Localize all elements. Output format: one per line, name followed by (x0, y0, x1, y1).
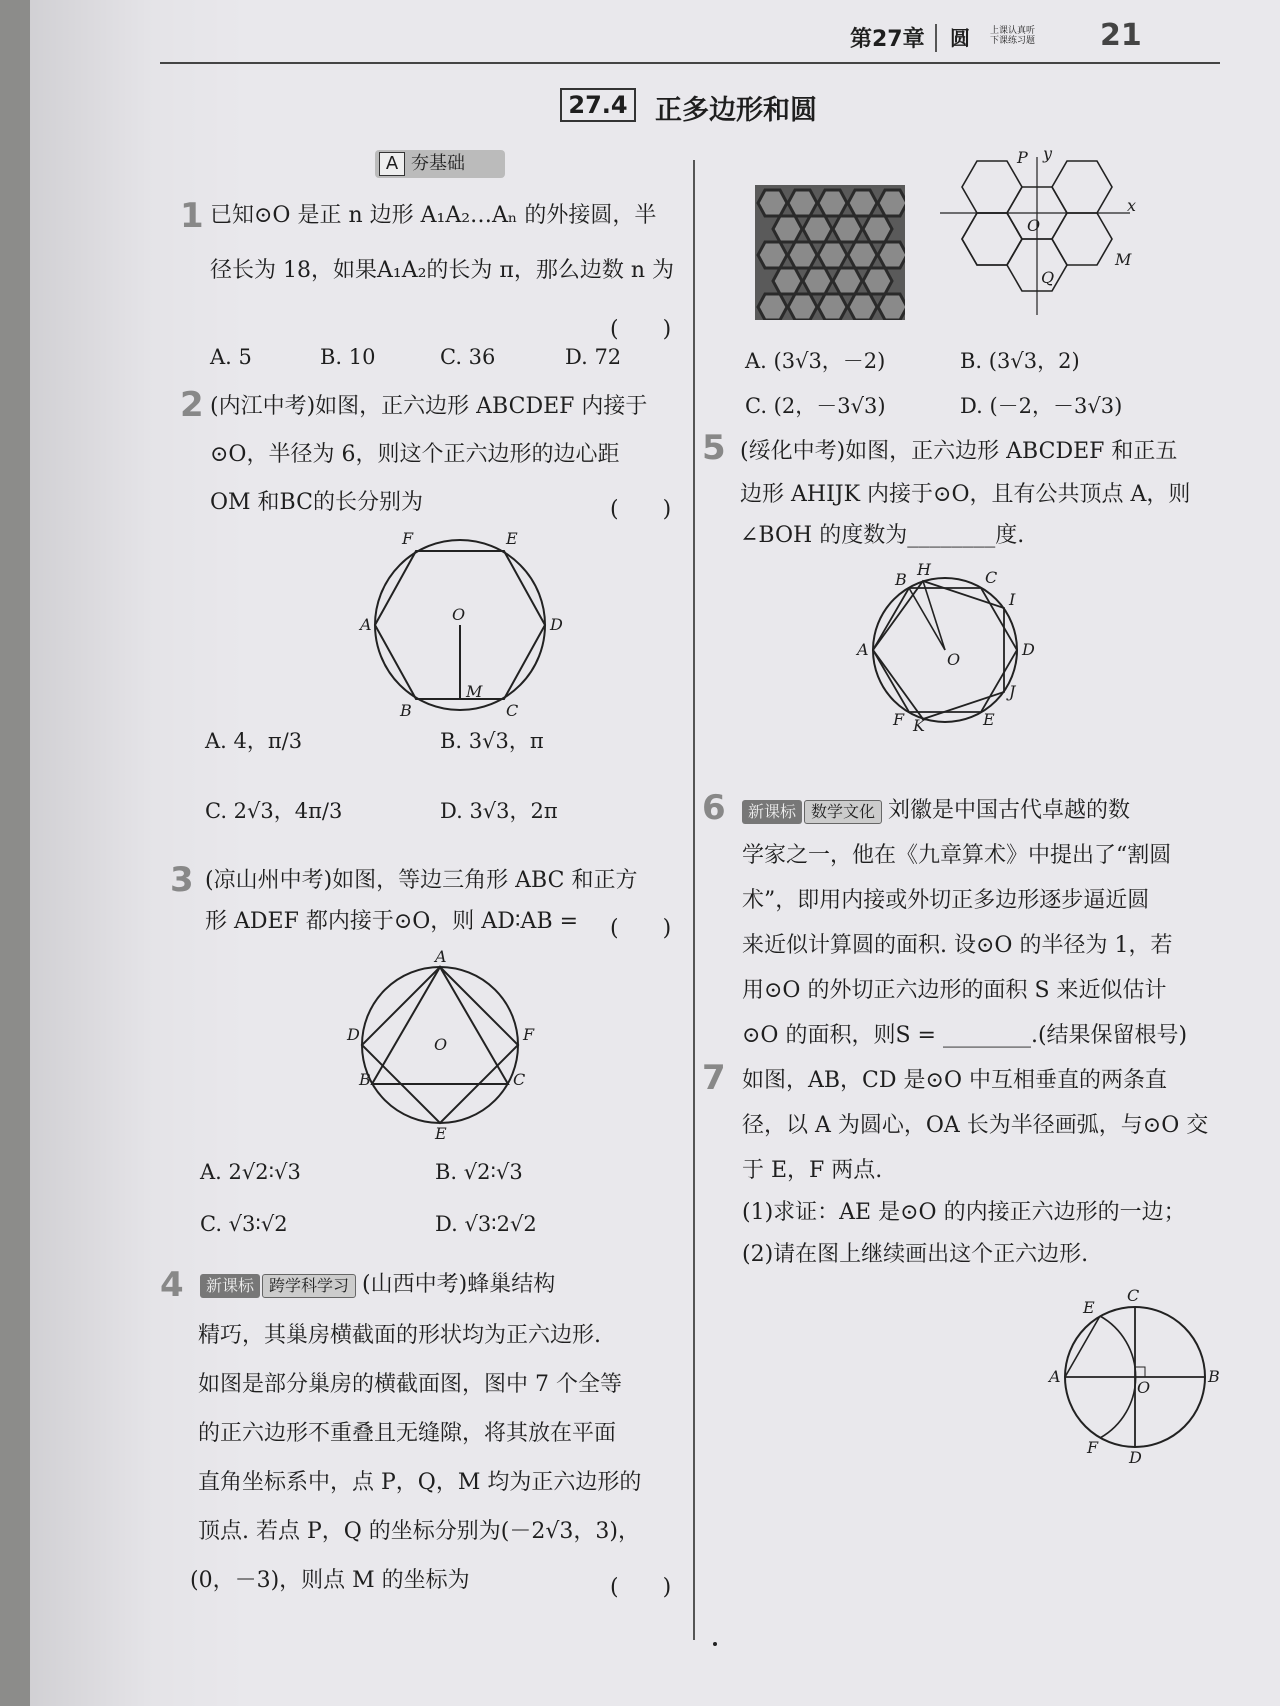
option-d: D. 72 (565, 345, 622, 369)
vertex-label: F (893, 710, 905, 729)
page-dot (713, 1642, 717, 1646)
point-label: M (466, 682, 483, 701)
question-number: 3 (170, 860, 194, 900)
option-a: A. 2√2∶√3 (200, 1160, 301, 1184)
q1-line2: 径长为 18，如果A₁A₂的长为 π，那么边数 n 为 (210, 258, 675, 283)
vertex-label: H (917, 560, 931, 579)
vertex-label: B (359, 1070, 371, 1089)
level-tag (375, 150, 505, 178)
q6-line4: 来近似计算圆的面积. 设⊙O 的半径为 1，若 (742, 933, 1173, 958)
vertex-label: A (435, 947, 447, 966)
hexagon-diagram (360, 529, 563, 720)
column-divider (693, 160, 695, 1640)
center-label: O (947, 650, 961, 669)
point-label: A (1049, 1367, 1061, 1386)
topic-badge: 跨学科学习 (262, 1274, 356, 1298)
vertex-label: C (513, 1070, 526, 1089)
point-label: E (1083, 1298, 1095, 1317)
point-label: D (1129, 1448, 1142, 1467)
honeycomb-photo (755, 185, 905, 320)
answer-paren: ( ) (610, 497, 672, 522)
option-d: D. √3∶2√2 (435, 1212, 537, 1236)
q4-line4: 的正六边形不重叠且无缝隙，将其放在平面 (198, 1421, 617, 1446)
answer-paren: ( ) (610, 317, 672, 342)
vertex-label: D (1022, 640, 1035, 659)
vertex-label: A (360, 615, 372, 634)
center-label: O (434, 1035, 448, 1054)
q6-line2: 学家之一，他在《九章算术》中提出了“割圆 (742, 843, 1172, 868)
new-standard-badge: 新课标 (200, 1274, 260, 1298)
vertex-label: D (347, 1025, 360, 1044)
vertex-label: J (1009, 682, 1016, 701)
chapter-topic: 圆 (950, 26, 970, 50)
option-b: B. 10 (320, 345, 376, 369)
point-label: F (1087, 1438, 1099, 1457)
q5-line3: ∠BOH 的度数为________度. (740, 523, 1025, 548)
vertex-label: A (857, 640, 869, 659)
point-label: P (1017, 148, 1028, 167)
q7-line3: 于 E，F 两点. (742, 1158, 883, 1183)
section-number: 27.4 (560, 88, 636, 122)
q7-line4: (1)求证：AE 是⊙O 的内接正六边形的一边； (742, 1200, 1186, 1225)
question-number: 1 (180, 196, 204, 236)
vertex-label: K (913, 716, 925, 735)
q3-line1: (凉山州中考)如图，等边三角形 ABC 和正方 (205, 868, 638, 893)
question-number: 7 (702, 1058, 726, 1098)
vertex-label: E (435, 1124, 447, 1143)
option-c: C. 2√3，4π/3 (205, 799, 343, 823)
topic-badge: 数学文化 (804, 800, 882, 824)
question-number: 6 (702, 788, 726, 828)
q4-line6: 顶点. 若点 P，Q 的坐标分别为(－2√3，3)， (198, 1519, 640, 1544)
header-rule (160, 62, 1220, 64)
level-label: 夯基础 (411, 153, 465, 174)
vertex-label: B (895, 570, 907, 589)
header-tagline: 上课认真听 下课练习题 (990, 26, 1036, 46)
center-label: O (1137, 1378, 1151, 1397)
option-b: B. (3√3，2) (960, 349, 1080, 373)
q7-line1: 如图，AB，CD 是⊙O 中互相垂直的两条直 (742, 1068, 1167, 1093)
option-d: D. (－2，－3√3) (960, 394, 1123, 418)
point-label: C (1127, 1286, 1140, 1305)
q4-line3: 如图是部分巢房的横截面图，图中 7 个全等 (198, 1372, 622, 1397)
perpendicular-diameters-diagram (1035, 1285, 1225, 1470)
answer-paren: ( ) (610, 1575, 672, 1600)
q4-line5: 直角坐标系中，点 P，Q，M 均为正六边形的 (198, 1470, 642, 1495)
q6-line5: 用⊙O 的外切正六边形的面积 S 来近似估计 (742, 978, 1167, 1003)
axis-label: x (1127, 196, 1137, 215)
center-label: O (452, 605, 466, 624)
point-label: Q (1041, 268, 1055, 287)
vertex-label: D (550, 615, 563, 634)
vertex-label: C (985, 568, 998, 587)
q7-line5: (2)请在图上继续画出这个正六边形. (742, 1242, 1089, 1267)
question-number: 2 (180, 385, 204, 425)
option-a: A. 4，π/3 (205, 729, 303, 753)
option-c: C. √3∶√2 (200, 1212, 288, 1236)
chapter-label: 第27章 (850, 27, 925, 52)
option-a: A. 5 (210, 345, 252, 369)
q5-line1: (绥化中考)如图，正六边形 ABCDEF 和正五 (740, 439, 1178, 464)
textbook-page (30, 0, 1280, 1706)
option-a: A. (3√3，－2) (745, 349, 886, 373)
section-title: 正多边形和圆 (655, 95, 817, 126)
q2-line2: ⊙O，半径为 6，则这个正六边形的边心距 (210, 442, 620, 467)
q7-line2: 径，以 A 为圆心，OA 长为半径画弧，与⊙O 交 (742, 1113, 1209, 1138)
q2-line3: OM 和BC的长分别为 (210, 490, 423, 515)
option-c: C. (2，－3√3) (745, 394, 886, 418)
q3-line2: 形 ADEF 都内接于⊙O，则 AD∶AB = (205, 909, 579, 934)
answer-paren: ( ) (610, 916, 672, 941)
vertex-label: F (523, 1025, 535, 1044)
hexagon-pentagon-diagram (845, 560, 1045, 735)
q1-line1: 已知⊙O 是正 n 边形 A₁A₂…Aₙ 的外接圆，半 (210, 203, 657, 228)
q6-line3: 术”，即用内接或外切正多边形逐步逼近圆 (742, 888, 1150, 913)
question-number: 5 (702, 428, 726, 468)
vertex-label: E (506, 529, 518, 548)
q6-line1: 新课标 数学文化 刘徽是中国古代卓越的数 (742, 800, 1130, 824)
point-label: B (1208, 1367, 1220, 1386)
origin-label: O (1027, 216, 1041, 235)
vertex-label: F (402, 529, 414, 548)
q5-line2: 边形 AHIJK 内接于⊙O，且有公共顶点 A，则 (740, 482, 1191, 507)
option-b: B. 3√3，π (440, 729, 544, 753)
vertex-label: B (400, 701, 412, 720)
q4-line1: 新课标 跨学科学习 (山西中考)蜂巢结构 (200, 1274, 555, 1298)
option-d: D. 3√3，2π (440, 799, 558, 823)
axis-label: y (1043, 144, 1053, 163)
question-number: 4 (160, 1265, 184, 1305)
level-letter: A (379, 152, 405, 176)
triangle-square-diagram (345, 947, 535, 1143)
page-number: 21 (1100, 18, 1142, 53)
q4-line2: 精巧，其巢房横截面的形状均为正六边形. (198, 1323, 601, 1348)
q4-line7: (0，－3)，则点 M 的坐标为 (190, 1568, 470, 1593)
option-c: C. 36 (440, 345, 496, 369)
q2-line1: (内江中考)如图，正六边形 ABCDEF 内接于 (210, 394, 648, 419)
vertex-label: E (983, 710, 995, 729)
hexagon-grid-diagram (935, 144, 1137, 315)
vertex-label: C (506, 701, 519, 720)
new-standard-badge: 新课标 (742, 800, 802, 824)
option-b: B. √2∶√3 (435, 1160, 523, 1184)
q6-line6: ⊙O 的面积，则S = ________.(结果保留根号) (742, 1023, 1188, 1048)
header-separator (935, 24, 937, 52)
point-label: M (1115, 250, 1132, 269)
vertex-label: I (1009, 590, 1016, 609)
